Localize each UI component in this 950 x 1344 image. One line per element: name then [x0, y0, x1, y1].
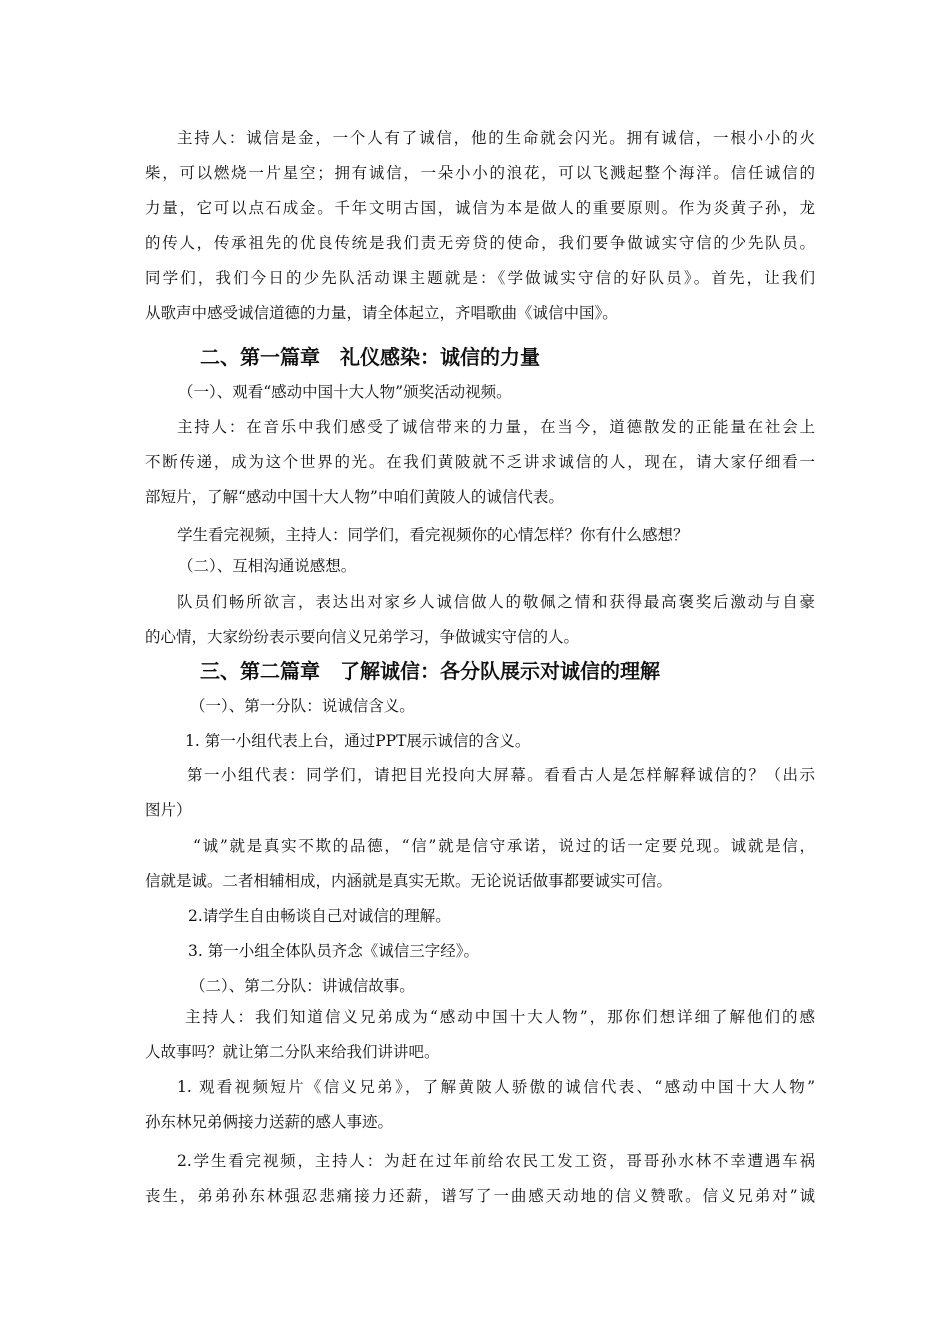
- section-heading-3: 三、第二篇章 了解诚信：各分队展示对诚信的理解: [200, 659, 660, 683]
- intro-line-5: 同学们，我们今日的少先队活动课主题就是：《学做诚实守信的好队员》。首先，让我们: [145, 269, 815, 287]
- section2-line-1: 主持人：在音乐中我们感受了诚信带来的力量，在当今，道德散发的正能量在社会上: [177, 418, 815, 436]
- section3-line-5: 主持人：我们知道信义兄弟成为“感动中国十大人物”，那你们想详细了解他们的感: [185, 1008, 815, 1026]
- section3-item-3: 3. 第一小组全体队员齐念《诚信三字经》。: [188, 942, 479, 960]
- section3-line-3: “诚”就是真实不欺的品德，“信”就是信守承诺，说过的话一定要兑现。诚就是信，: [193, 837, 815, 855]
- intro-line-1: 主持人：诚信是金，一个人有了诚信，他的生命就会闪光。拥有诚信，一根小小的火: [177, 129, 815, 147]
- section3-item-5: 2.学生看完视频，主持人：为赶在过年前给农民工发工资，哥哥孙水林不幸遭遇车祸: [177, 1152, 815, 1170]
- section3-line-8: 丧生，弟弟孙东林强忍悲痛接力还薪，谱写了一曲感天动地的信义赞歌。信义兄弟对”诚: [145, 1187, 815, 1205]
- intro-line-6: 从歌声中感受诚信道德的力量，请全体起立，齐唱歌曲《诚信中国》。: [145, 304, 618, 322]
- intro-line-3: 力量，它可以点石成金。千年文明古国，诚信为本是做人的重要原则。作为炎黄子孙，龙: [145, 199, 815, 217]
- section2-line-6: 的心情，大家纷纷表示要向信义兄弟学习，争做诚实守信的人。: [145, 628, 580, 646]
- section3-item-4: 1. 观看视频短片《信义兄弟》，了解黄陂人骄傲的诚信代表、“感动中国十大人物”: [177, 1078, 815, 1096]
- intro-line-2: 柴，可以燃烧一片星空；拥有诚信，一朵小小的浪花，可以飞溅起整个海洋。信任诚信的: [145, 164, 815, 182]
- section-heading-2: 二、第一篇章 礼仪感染：诚信的力量: [200, 345, 540, 369]
- section3-line-2: 图片）: [145, 801, 192, 819]
- section3-line-1: 第一小组代表：同学们，请把目光投向大屏幕。看看古人是怎样解释诚信的？（出示: [187, 766, 815, 784]
- section2-subheading-1: （一）、观看“感动中国十大人物”颁奖活动视频。: [178, 383, 512, 401]
- intro-line-4: 的传人，传承祖先的优良传统是我们责无旁贷的使命，我们要争做诚实守信的少先队员。: [145, 234, 815, 252]
- section2-line-3: 部短片，了解“感动中国十大人物”中咱们黄陂人的诚信代表。: [145, 488, 564, 506]
- section3-item-2: 2.请学生自由畅谈自己对诚信的理解。: [188, 907, 451, 925]
- section2-line-5: 队员们畅所欲言，表达出对家乡人诚信做人的敬佩之情和获得最高褒奖后激动与自豪: [177, 593, 815, 611]
- section3-item-1: 1. 第一小组代表上台，通过PPT展示诚信的含义。: [185, 732, 531, 750]
- section3-subheading-2: （二）、第二分队：讲诚信故事。: [190, 977, 415, 995]
- section2-line-4: 学生看完视频，主持人：同学们，看完视频你的心情怎样？你有什么感想？: [177, 526, 689, 544]
- section2-subheading-2: （二）、互相沟通说感想。: [178, 557, 357, 575]
- section2-line-2: 不断传递，成为这个世界的光。在我们黄陂就不乏讲求诚信的人，现在，请大家仔细看一: [145, 453, 815, 471]
- section3-line-7: 孙东林兄弟俩接力送薪的感人事迹。: [145, 1113, 394, 1131]
- section3-line-4: 信就是诚。二者相辅相成，内涵就是真实无欺。无论说话做事都要诚实可信。: [145, 872, 673, 890]
- section3-subheading-1: （一）、第一分队：说诚信含义。: [190, 697, 415, 715]
- section3-line-6: 人故事吗？就让第二分队来给我们讲讲吧。: [145, 1043, 440, 1061]
